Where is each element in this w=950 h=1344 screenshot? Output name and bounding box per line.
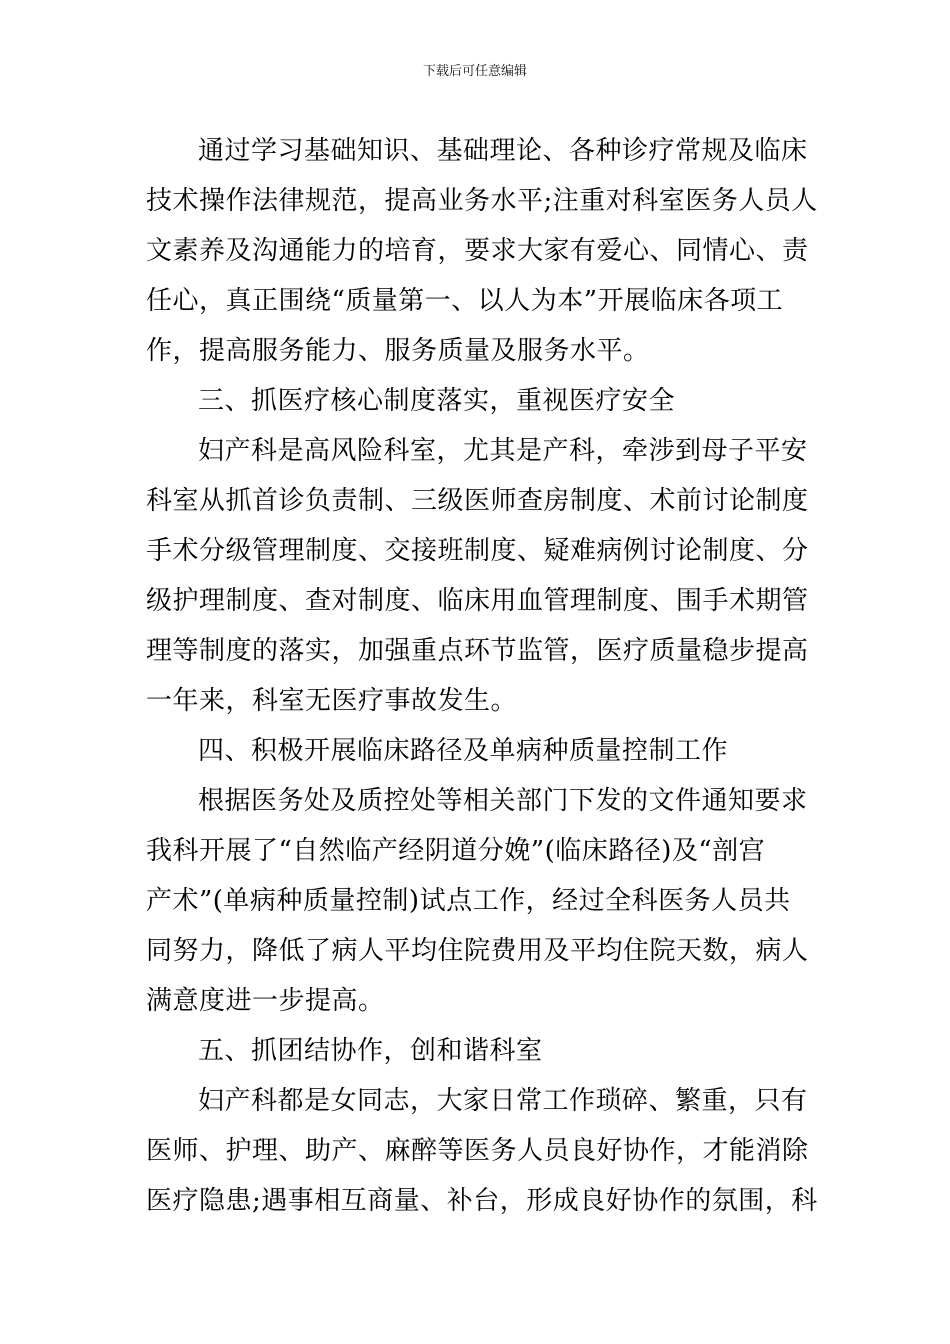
text-line: 我科开展了“自然临产经阴道分娩”(临床路径)及“剖宫: [146, 836, 766, 866]
section-heading: 三、抓医疗核心制度落实，重视医疗安全: [198, 386, 676, 416]
text-line: 任心，真正围绕“质量第一、以人为本”开展临床各项工: [146, 286, 784, 316]
text-line: 科室从抓首诊负责制、三级医师查房制度、术前讨论制度: [146, 486, 809, 516]
text-line: 文素养及沟通能力的培育，要求大家有爱心、同情心、责: [146, 236, 809, 266]
page-header: 下载后可任意编辑: [422, 64, 527, 79]
text-line: 级护理制度、查对制度、临床用血管理制度、围手术期管: [146, 586, 809, 616]
text-line: 同努力，降低了病人平均住院费用及平均住院天数，病人: [146, 936, 809, 966]
text-line: 根据医务处及质控处等相关部门下发的文件通知要求: [198, 786, 808, 816]
text-line: 通过学习基础知识、基础理论、各种诊疗常规及临床: [198, 136, 808, 166]
text-line: 妇产科是高风险科室，尤其是产科，牵涉到母子平安: [198, 436, 808, 466]
document-body: [146, 126, 818, 1226]
text-line: 手术分级管理制度、交接班制度、疑难病例讨论制度、分: [146, 536, 809, 566]
section-heading: 五、抓团结协作，创和谐科室: [198, 1036, 543, 1066]
text-line: 技术操作法律规范，提高业务水平;注重对科室医务人员人: [146, 186, 818, 216]
text-line: 满意度进一步提高。: [146, 986, 385, 1016]
text-line: 理等制度的落实，加强重点环节监管，医疗质量稳步提高: [146, 636, 809, 666]
text-line: 医疗隐患;遇事相互商量、补台，形成良好协作的氛围，科: [146, 1186, 818, 1216]
text-line: 医师、护理、助产、麻醉等医务人员良好协作，才能消除: [146, 1136, 809, 1166]
text-line: 妇产科都是女同志，大家日常工作琐碎、繁重，只有: [198, 1086, 808, 1116]
section-heading: 四、积极开展临床路径及单病种质量控制工作: [198, 736, 729, 766]
text-line: 一年来，科室无医疗事故发生。: [146, 686, 518, 716]
text-line: 产术”(单病种质量控制)试点工作，经过全科医务人员共: [146, 886, 791, 916]
text-line: 作，提高服务能力、服务质量及服务水平。: [146, 336, 650, 366]
